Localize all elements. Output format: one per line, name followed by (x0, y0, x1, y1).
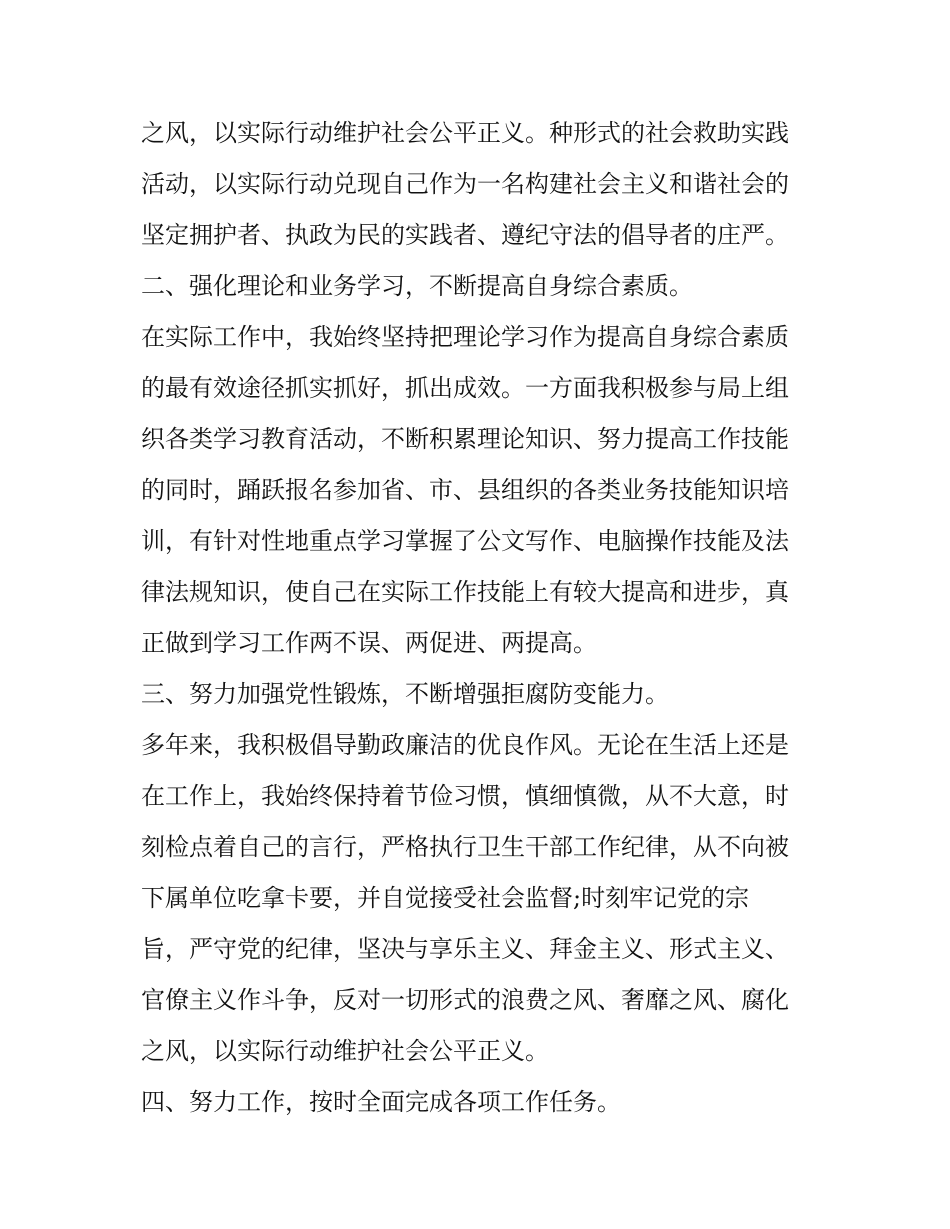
text-line: 在工作上，我始终保持着节俭习惯，慎细慎微，从不大意，时 (141, 782, 789, 810)
section-heading: 三、努力加强党性锻炼，不断增强拒腐防变能力。 (141, 680, 669, 708)
text-line: 织各类学习教育活动，不断积累理论知识、努力提高工作技能 (141, 425, 789, 453)
text-line: 的同时，踊跃报名参加省、市、县组织的各类业务技能知识培 (141, 476, 789, 504)
text-line: 旨，严守党的纪律，坚决与享乐主义、拜金主义、形式主义、 (141, 935, 789, 963)
text-line: 下属单位吃拿卡要，并自觉接受社会监督;时刻牢记党的宗 (141, 884, 750, 912)
text-line: 训，有针对性地重点学习掌握了公文写作、电脑操作技能及法 (141, 527, 789, 555)
text-line: 官僚主义作斗争，反对一切形式的浪费之风、奢靡之风、腐化 (141, 986, 789, 1014)
text-line: 之风，以实际行动维护社会公平正义。种形式的社会救助实践 (141, 119, 789, 147)
text-line: 坚定拥护者、执政为民的实践者、遵纪守法的倡导者的庄严。 (141, 221, 789, 249)
text-line: 的最有效途径抓实抓好，抓出成效。一方面我积极参与局上组 (141, 374, 789, 402)
document-body (141, 108, 821, 1128)
section-heading: 二、强化理论和业务学习，不断提高自身综合素质。 (141, 272, 693, 300)
text-line: 之风，以实际行动维护社会公平正义。 (141, 1037, 549, 1065)
text-line: 刻检点着自己的言行，严格执行卫生干部工作纪律，从不向被 (141, 833, 789, 861)
text-line: 活动，以实际行动兑现自己作为一名构建社会主义和谐社会的 (141, 170, 789, 198)
section-heading: 四、努力工作，按时全面完成各项工作任务。 (141, 1088, 621, 1116)
text-line: 多年来，我积极倡导勤政廉洁的优良作风。无论在生活上还是 (141, 731, 789, 759)
text-line: 正做到学习工作两不误、两促进、两提高。 (141, 629, 597, 657)
text-line: 在实际工作中，我始终坚持把理论学习作为提高自身综合素质 (141, 323, 789, 351)
text-line: 律法规知识，使自己在实际工作技能上有较大提高和进步，真 (141, 578, 789, 606)
